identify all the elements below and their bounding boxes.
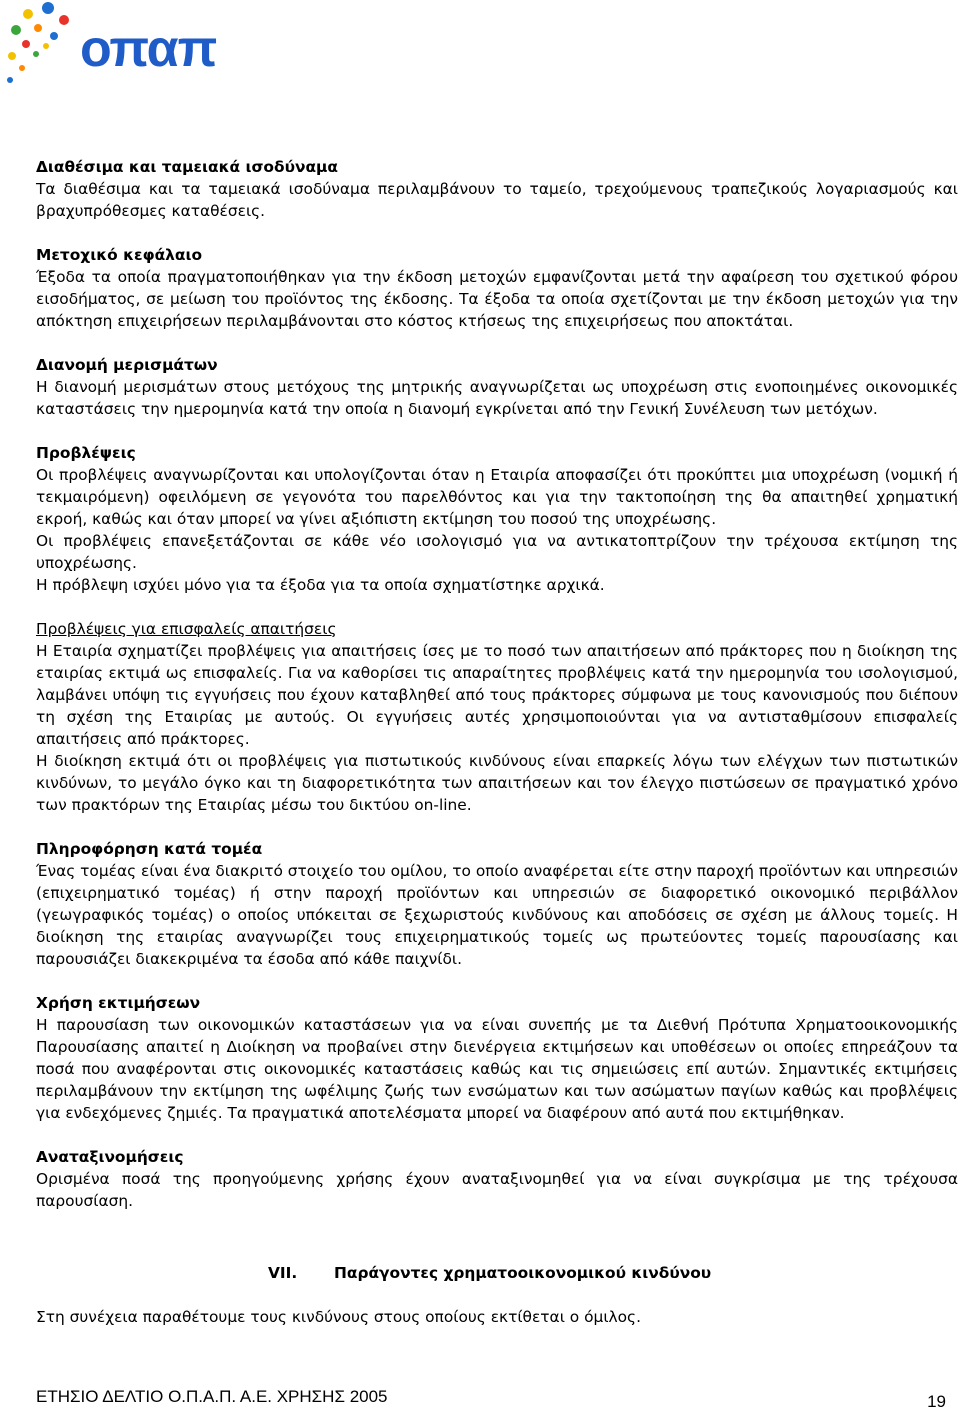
paragraph-doubtful-2: Η διοίκηση εκτιμά ότι οι προβλέψεις για πιστωτικούς κινδύνους είναι επαρκείς λόγω των ελέγχων των πιστωτικών κινδύνων, το μεγάλο όγκο και τη διαφορετικότητα των απαιτήσεων και τον έλεγχο πιστώσεων σε πραγματικό χρόνο των πρακτόρων της Εταιρίας μέσω του δικτύου on-line.	[36, 752, 958, 814]
heading-dividends: Διανομή μερισμάτων	[36, 356, 218, 374]
section-vii-heading: Παράγοντες χρηματοοικονομικού κινδύνου	[334, 1264, 712, 1282]
heading-cash: Διαθέσιμα και ταμειακά ισοδύναμα	[36, 158, 338, 176]
paragraph-cash: Τα διαθέσιμα και τα ταμειακά ισοδύναμα περιλαμβάνουν το ταμείο, τρεχούμενους τραπεζικούς λογαριασμούς και βραχυπρόθεσμες καταθέσεις.	[36, 180, 958, 220]
page-number: 19	[927, 1392, 946, 1411]
document-body	[36, 156, 958, 1212]
heading-segments: Πληροφόρηση κατά τομέα	[36, 840, 263, 858]
paragraph-provisions-1: Οι προβλέψεις αναγνωρίζονται και υπολογίζονται όταν η Εταιρία αποφασίζει ότι προκύπτει μια υποχρέωση (νομική ή τεκμαιρόμενη) οφειλόμενη σε γεγονότα του παρελθόντος και για την τακτοποίηση της θα απαιτηθεί χρηματική εκροή, καθώς και όταν μπορεί να γίνει αξιόπιστη εκτίμηση του ποσού της υποχρέωσης.	[36, 466, 958, 528]
paragraph-reclassifications: Ορισμένα ποσά της προηγούμενης χρήσης έχουν αναταξινομηθεί για να είναι συγκρίσιμα με της τρέχουσα παρουσίαση.	[36, 1170, 958, 1210]
paragraph-capital: Έξοδα τα οποία πραγματοποιήθηκαν για την έκδοση μετοχών εμφανίζονται μετά την αφαίρεση του σχετικού φόρου εισοδήματος, σε μείωση του προϊόντος της έκδοσης. Τα έξοδα τα οποία σχετίζονται με την έκδοση μετοχών για την απόκτηση επιχειρήσεων περιλαμβάνονται στο κόστος κτήσεως της επιχειρήσεως που αποκτάται.	[36, 268, 958, 330]
section-vii-number: VII.	[268, 1264, 298, 1282]
section-vii-title	[268, 1262, 711, 1284]
heading-doubtful-receivables: Προβλέψεις για επισφαλείς απαιτήσεις	[36, 620, 337, 638]
opap-logo	[2, 0, 232, 90]
paragraph-provisions-2: Οι προβλέψεις επανεξετάζονται σε κάθε νέο ισολογισμό για να αντικατοπτρίζουν την τρέχουσα εκτίμηση της υποχρέωσης.	[36, 532, 958, 572]
footer-title: ΕΤΗΣΙΟ ΔΕΛΤΙΟ Ο.Π.Α.Π. Α.Ε. ΧΡΗΣΗΣ 2005	[36, 1387, 388, 1406]
logo-wordmark: οπαπ	[80, 20, 217, 78]
paragraph-doubtful-1: Η Εταιρία σχηματίζει προβλέψεις για απαιτήσεις ίσες με το ποσό των απαιτήσεων από πράκτορες που η διοίκηση της εταιρίας εκτιμά ως επισφαλείς. Για να καθορίσει τις απαραίτητες προβλέψεις κατά την ημερομηνία του ισολογισμού, λαμβάνει υπόψη τις εγγυήσεις που έχουν καταβληθεί από τους πράκτορες σύμφωνα με τους κανονισμούς που διέπουν τη σχέση της Εταιρίας με αυτούς. Οι εγγυήσεις αυτές χρησιμοποιούνται για να αντισταθμίσουν επισφαλείς απαιτήσεις από πράκτορες.	[36, 642, 958, 748]
paragraph-estimates: Η παρουσίαση των οικονομικών καταστάσεων για να είναι συνεπής με τα Διεθνή Πρότυπα Χρηματοοικονομικής Παρουσίασης απαιτεί η Διοίκηση να προβαίνει στην διενέργεια εκτιμήσεων και υποθέσεων οι οποίες επηρεάζουν τα ποσά που αναφέρονται στις οικονομικές καταστάσεις καθώς και τις σημειώσεις επί αυτών. Σημαντικές εκτιμήσεις περιλαμβάνουν την εκτίμηση της ωφέλιμης ζωής των ενσώματων και των ασώματων παγίων καθώς και προβλέψεις για ενδεχόμενες ζημιές. Τα πραγματικά αποτελέσματα μπορεί να διαφέρουν από αυτά που εκτιμήθηκαν.	[36, 1016, 958, 1122]
paragraph-dividends: Η διανομή μερισμάτων στους μετόχους της μητρικής αναγνωρίζεται ως υποχρέωση στις ενοποιημένες οικονομικές καταστάσεις την ημερομηνία κατά την οποία η διανομή εγκρίνεται από την Γενική Συνέλευση των μετόχων.	[36, 378, 958, 418]
heading-reclassifications: Αναταξινομήσεις	[36, 1148, 184, 1166]
logo-star-icon	[7, 2, 69, 83]
heading-provisions: Προβλέψεις	[36, 444, 136, 462]
paragraph-segments: Ένας τομέας είναι ένα διακριτό στοιχείο του ομίλου, το οποίο αναφέρεται είτε στην παροχή προϊόντων και υπηρεσιών (επιχειρηματικό τομέας) ή στην παροχή προϊόντων και υπηρεσιών σε διαφορετικό οικονομικό περιβάλλον (γεωγραφικός τομέας) ο οποίος υπόκειται σε ξεχωριστούς κινδύνους και αποδόσεις σε σχέση με άλλους τομείς. Η διοίκηση της εταιρίας αναγνωρίζει τους επιχειρηματικούς τομείς ως πρωτεύοντες τομείς παρουσίασης και παρουσιάζει διακεκριμένα τα έσοδα από κάθε παιχνίδι.	[36, 862, 958, 968]
section-vii-intro: Στη συνέχεια παραθέτουμε τους κινδύνους στους οποίους εκτίθεται ο όμιλος.	[36, 1308, 641, 1326]
heading-estimates: Χρήση εκτιμήσεων	[36, 994, 201, 1012]
heading-capital: Μετοχικό κεφάλαιο	[36, 246, 203, 264]
paragraph-provisions-3: Η πρόβλεψη ισχύει μόνο για τα έξοδα για τα οποία σχηματίστηκε αρχικά.	[36, 576, 605, 594]
